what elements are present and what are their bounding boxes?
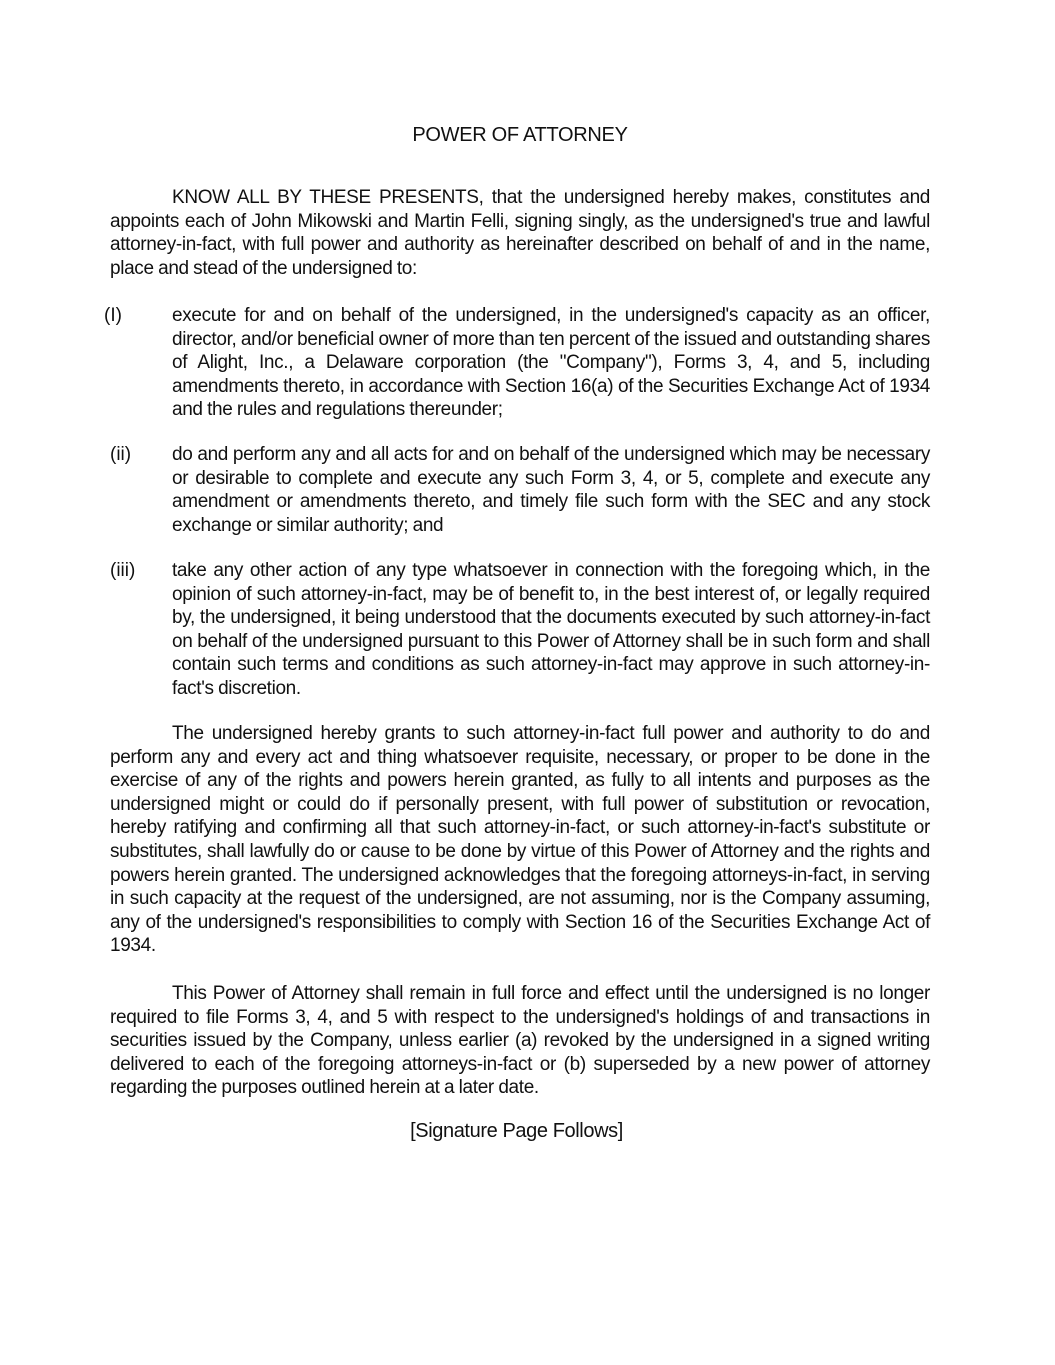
- list-item-number: (ii): [110, 444, 132, 465]
- intro-paragraph: KNOW ALL BY THESE PRESENTS, that the undersigned hereby makes, constitutes and appoints each of John Mikowski and Martin Felli, signing singly, as the undersigned's true and lawful attorney-in-fact, with full power and authority as hereinafter described on behalf of and in the name, place and stead of the undersigned to:: [110, 187, 930, 279]
- document-title: POWER OF ATTORNEY: [412, 124, 628, 146]
- list-item-text: execute for and on behalf of the undersigned, in the undersigned's capacity as an officer, director, and/or beneficial owner of more than ten percent of the issued and outstanding shares of Alight, Inc., a Delaware corporation (the "Company"), Forms 3, 4, and 5, including amendments thereto, in accordance with Section 16(a) of the Securities Exchange Act of 1934 and the rules and regulations thereunder;: [172, 305, 930, 421]
- grant-paragraph: The undersigned hereby grants to such attorney-in-fact full power and authority to do and perform any and every act and thing whatsoever requisite, necessary, or proper to be done in the exercise of any of the rights and powers herein granted, as fully to all intents and purposes as the undersigned might or could do if personally present, with full power of substitution or revocation, hereby ratifying and confirming all that such attorney-in-fact, or such attorney-in-fact's substitute or substitutes, shall lawfully do or cause to be done by virtue of this Power of Attorney and the rights and powers herein granted. The undersigned acknowledges that the foregoing attorneys-in-fact, in serving in such capacity at the request of the undersigned, are not assuming, nor is the Company assuming, any of the undersigned's responsibilities to comply with Section 16 of the Securities Exchange Act of 1934.: [110, 723, 930, 957]
- list-item-text: do and perform any and all acts for and on behalf of the undersigned which may be necessary or desirable to complete and execute any such Form 3, 4, or 5, complete and execute any amendment or amendments thereto, and timely file such form with the SEC and any stock exchange or similar authority; and: [172, 444, 930, 536]
- duration-paragraph: This Power of Attorney shall remain in full force and effect until the undersigned is no longer required to file Forms 3, 4, and 5 with respect to the undersigned's holdings of and transactions in securities issued by the Company, unless earlier (a) revoked by the undersigned in a signed writing delivered to each of the foregoing attorneys-in-fact or (b) superseded by a new power of attorney regarding the purposes outlined herein at a later date.: [110, 983, 930, 1099]
- list-item-number: (iii): [110, 560, 136, 581]
- list-item-text: take any other action of any type whatsoever in connection with the foregoing which, in the opinion of such attorney-in-fact, may be of benefit to, in the best interest of, or legally required by, the undersigned, it being understood that the documents executed by such attorney-in-fact on behalf of the undersigned pursuant to this Power of Attorney shall be in such form and shall contain such terms and conditions as such attorney-in-fact may approve in such attorney-in-fact's discretion.: [172, 560, 930, 699]
- list-item-number: (I): [104, 305, 122, 326]
- signature-page-note: [Signature Page Follows]: [410, 1120, 623, 1142]
